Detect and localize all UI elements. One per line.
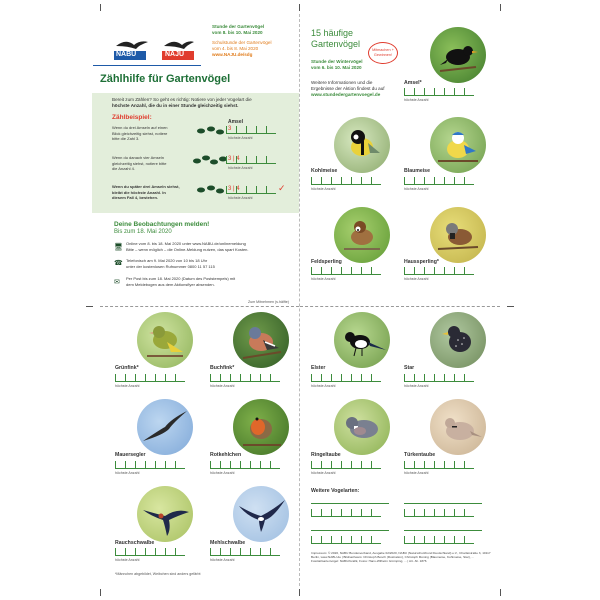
bird-name: Elster <box>311 365 326 371</box>
bird-name: Amsel* <box>404 80 422 86</box>
intro-text: Bereit zum Zählen? So geht es richtig: Notiere von jeder Vogelart die <box>112 97 252 102</box>
report-online: Online vom 8. bis 18. Mai 2020 unter www.NABU.de/onlinemeldung <box>126 241 246 246</box>
tally-field[interactable] <box>115 547 183 556</box>
tally-caption: höchste Anzahl <box>210 471 235 475</box>
naju-url: www.NAJU.de/sdg <box>212 52 253 57</box>
tally-caption: höchste Anzahl <box>210 384 235 388</box>
example-value-3: 3 | 4 <box>228 186 240 192</box>
crop-mark <box>500 4 501 11</box>
tally-field[interactable] <box>311 460 379 469</box>
report-post-note: dem Meldebogen aus dem Aktionsflyer absenden. <box>126 282 215 287</box>
cut-label: Zum Mitnehmen (s.hälfte) <box>248 300 289 304</box>
crop-mark <box>100 4 101 11</box>
tally-caption: höchste Anzahl <box>311 471 336 475</box>
tally-field[interactable] <box>311 176 379 185</box>
bird-name: Ringeltaube <box>311 452 341 458</box>
tally-caption: höchste Anzahl <box>115 384 140 388</box>
event-title: Stunde der Gartenvögel <box>212 24 265 29</box>
tally-caption: höchste Anzahl <box>404 98 429 102</box>
event-dates: vom 8. bis 10. Mai 2020 <box>212 30 263 35</box>
example-tally-2 <box>226 155 294 164</box>
further-line[interactable] <box>311 530 389 531</box>
example-caption-2: höchste Anzahl <box>228 166 253 170</box>
tally-field[interactable] <box>404 535 472 544</box>
right-info1: Weitere Informationen und die <box>311 80 373 85</box>
example-value-1: 3 <box>228 126 232 132</box>
tally-caption: höchste Anzahl <box>311 187 336 191</box>
logo-rule <box>93 65 201 66</box>
bird-name: Rauchschwalbe <box>115 540 155 546</box>
right-info-url: www.stundedergartenvoegel.de <box>311 92 381 97</box>
blackbird-icons <box>196 182 226 200</box>
naju-logo: NAJU <box>160 36 198 62</box>
tally-field[interactable] <box>404 460 472 469</box>
ringeltaube-photo <box>334 399 390 455</box>
tally-caption: höchste Anzahl <box>311 384 336 388</box>
tally-caption: höchste Anzahl <box>115 558 140 562</box>
mail-icon: ✉ <box>114 279 120 286</box>
example-value-2: 3 | 4 <box>228 156 240 162</box>
crop-mark <box>299 589 300 596</box>
imprint: Impressum: © 2020, NABU Bundesverband, Ausgabe 02/2020, NABU (Naturschutzbund Deutschland) e.V., Charitéstraße 3, 10117 Berlin, www.NABU.de | Bildnachweis: Christoph Bosch (Illustration), Christoph Moning (Blaumeise, Kohlmeise, Star), ... Fotolia/Gartenvögel: NABU/Grafik, Fotos: Hans-Wilhelm Grömping, ... | Art.-Nr. 1876 <box>311 551 491 564</box>
page-title: Zählhilfe für Gartenvögel <box>100 73 231 85</box>
further-line[interactable] <box>311 503 389 504</box>
bird-name: Grünfink* <box>115 365 139 371</box>
cut-line <box>300 306 500 307</box>
tally-field[interactable] <box>210 373 278 382</box>
tally-field[interactable] <box>404 87 472 96</box>
example-text-2: Wenn du danach vier Amseln gleichzeitig siehst, notiere bitte die Anzahl 4. <box>112 155 167 171</box>
further-line[interactable] <box>404 530 482 531</box>
amsel-photo <box>430 27 486 83</box>
example-tally-1 <box>226 125 294 134</box>
phone-icon: ☎ <box>114 260 123 267</box>
gruenfink-photo <box>137 312 193 368</box>
bird-name: Türkentaube <box>404 452 436 458</box>
right-info2: Ergebnisse der Aktion findest du auf <box>311 86 385 91</box>
bird-name: Buchfink* <box>210 365 235 371</box>
blackbird-icons <box>196 123 226 141</box>
crop-mark <box>507 306 514 307</box>
nabu-logo: NABU <box>112 36 152 62</box>
tally-caption: höchste Anzahl <box>404 277 429 281</box>
fold-line <box>299 14 300 586</box>
bird-name: Mehlschwalbe <box>210 540 246 546</box>
further-species-heading: Weitere Vogelarten: <box>311 488 360 494</box>
tally-field[interactable] <box>210 547 278 556</box>
report-post: Per Post bis zum 18. Mai 2020 (Datum des Poststempels) mit <box>126 276 236 281</box>
haussperling-photo <box>430 207 486 263</box>
tally-field[interactable] <box>311 535 379 544</box>
tally-field[interactable] <box>311 508 379 517</box>
report-heading: Deine Beobachtungen melden! <box>114 221 210 228</box>
feldsperling-photo <box>334 207 390 263</box>
kohlmeise-photo <box>334 117 390 173</box>
bird-name: Kohlmeise <box>311 168 338 174</box>
mauersegler-photo <box>137 399 193 455</box>
buchfink-photo <box>233 312 289 368</box>
tally-field[interactable] <box>115 460 183 469</box>
example-heading: Zählbeispiel: <box>112 114 152 121</box>
computer-icon: 🖥 <box>114 244 123 251</box>
right-title-1: 15 häufige <box>311 28 354 38</box>
rauchschwalbe-photo <box>137 486 193 542</box>
mehlschwalbe-photo <box>233 486 289 542</box>
tally-caption: höchste Anzahl <box>404 187 429 191</box>
tally-caption: höchste Anzahl <box>115 471 140 475</box>
crop-mark <box>299 4 300 11</box>
right-title-2: Gartenvögel <box>311 39 361 49</box>
bird-name: Haussperling* <box>404 259 439 265</box>
right-sub2: vom 6. bis 10. Mai 2020 <box>311 65 362 70</box>
badge-win: Mitmachen + Gewinnen! <box>368 42 398 64</box>
crop-mark <box>500 589 501 596</box>
tally-caption: höchste Anzahl <box>311 277 336 281</box>
blackbird-icons <box>192 153 228 171</box>
rotkehlchen-photo <box>233 399 289 455</box>
tally-field[interactable] <box>404 176 472 185</box>
example-box <box>92 93 299 213</box>
tally-field[interactable] <box>404 266 472 275</box>
example-text-1: Wenn du drei Amseln auf einen Blick gleichzeitig siehst, notiere bitte die Zahl 3. <box>112 125 168 141</box>
tuerkentaube-photo <box>430 399 486 455</box>
tally-caption: höchste Anzahl <box>404 471 429 475</box>
report-phone: Telefonisch am 9. Mai 2020 von 10 bis 18 Uhr <box>126 258 208 263</box>
bird-name: Mauersegler <box>115 452 146 458</box>
footnote: *Männchen abgebildet, Weibchen sind anders gefärbt <box>115 572 201 576</box>
naju-line1: Schulstunde der Gartenvögel <box>212 40 272 45</box>
example-caption-1: höchste Anzahl <box>228 136 253 140</box>
intro-bold: höchste Anzahl, die du in einer Stunde gleichzeitig siehst. <box>112 103 239 108</box>
right-sub1: Stunde der Wintervögel <box>311 59 363 64</box>
tally-field[interactable] <box>115 373 183 382</box>
elster-photo <box>334 312 390 368</box>
star-photo <box>430 312 486 368</box>
crop-mark <box>100 589 101 596</box>
report-phone-number: unter der kostenlosen Rufnummer 0800 11 57 115 <box>126 264 215 269</box>
checkmark-icon: ✓ <box>278 183 286 193</box>
tally-field[interactable] <box>311 266 379 275</box>
example-caption-3: höchste Anzahl <box>228 196 253 200</box>
example-text-3: Wenn du später drei Amseln siehst, bleibt die höchste Anzahl. In diesem Fall 4, bestehen. <box>112 184 180 200</box>
further-line[interactable] <box>404 503 482 504</box>
naju-line2: vom 4. bis 8. Mai 2020 <box>212 46 259 51</box>
tally-caption: höchste Anzahl <box>210 558 235 562</box>
report-deadline: Bis zum 18. Mai 2020 <box>114 229 172 235</box>
tally-field[interactable] <box>404 508 472 517</box>
tally-field[interactable] <box>210 460 278 469</box>
cut-line <box>100 306 299 307</box>
example-bird-name: Amsel <box>228 119 244 125</box>
tally-caption: höchste Anzahl <box>404 384 429 388</box>
tally-field[interactable] <box>404 373 472 382</box>
bird-name: Blaumeise <box>404 168 430 174</box>
bird-name: Feldsperling <box>311 259 342 265</box>
report-online-note: Bitte – wenn möglich – die Online-Meldung nutzen, das spart Kosten. <box>126 247 249 252</box>
bird-name: Star <box>404 365 415 371</box>
bird-name: Rotkehlchen <box>210 452 242 458</box>
blaumeise-photo <box>430 117 486 173</box>
tally-field[interactable] <box>311 373 379 382</box>
crop-mark <box>86 306 93 307</box>
